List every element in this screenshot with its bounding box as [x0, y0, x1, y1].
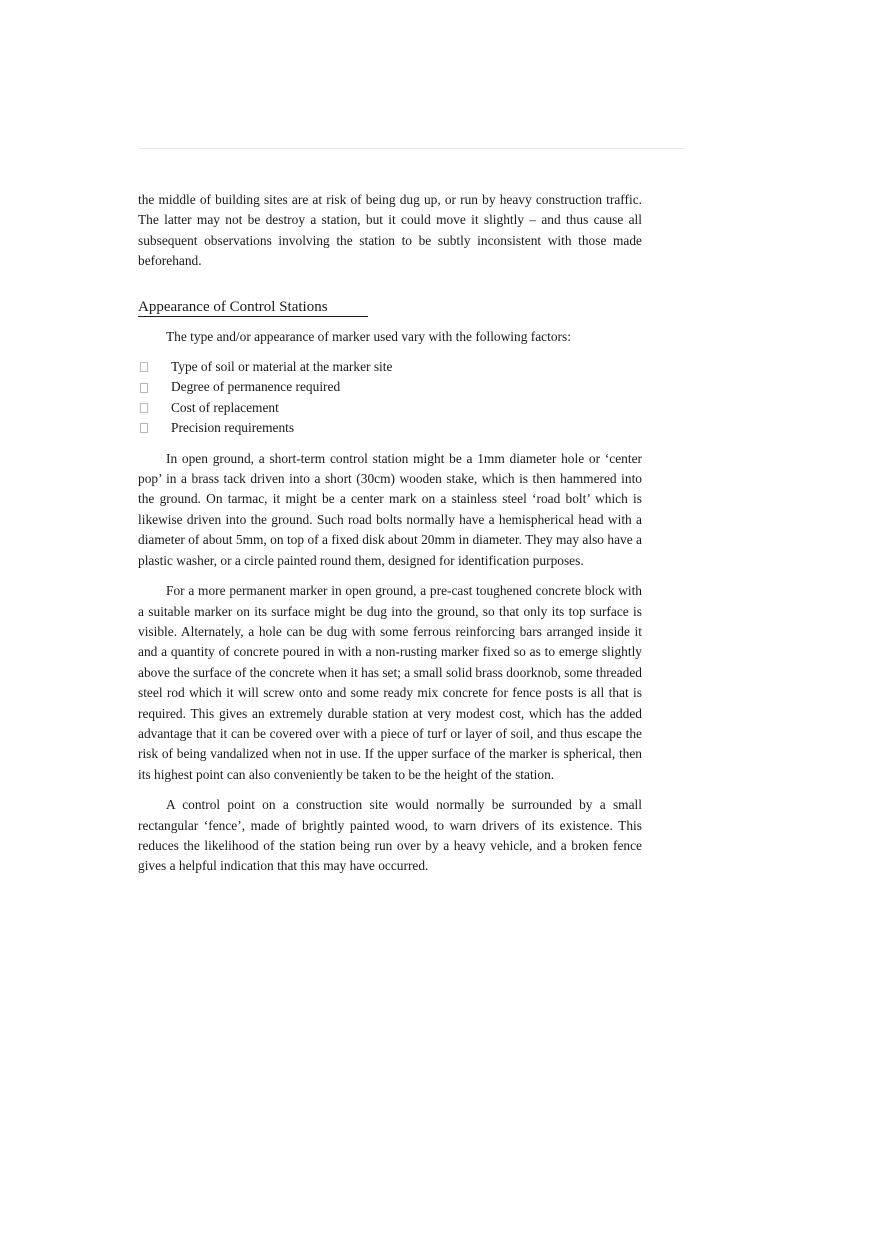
list-item-label: Degree of permanence required [171, 379, 341, 395]
body-paragraph-short-term: In open ground, a short-term control station might be a 1mm diameter hole or ‘center pop’ in a brass tack driven into a short (30cm) wooden stake, which is then hammered into the ground. On tarmac, it might be a center mark on a stainless steel ‘road bolt’ which is likewise driven into the ground. Such road bolts normally have a hemispherical head with a diameter of about 5mm, on top of a fixed disk about 20mm in diameter. They may also have a plastic washer, or a circle painted round them, designed for identification purposes. [138, 450, 642, 568]
page-content [138, 190, 642, 877]
list-item [138, 418, 642, 438]
list-item-label: Cost of replacement [171, 399, 279, 415]
body-paragraph-permanent: For a more permanent marker in open ground, a pre-cast toughened concrete block with a suitable marker on its surface might be dug into the ground, so that only its top surface is visible. Alternately, a hole can be dug with some ferrous reinforcing bars arranged inside it and a quantity of concrete poured in with a non-rusting marker fixed so as to emerge slightly above the surface of the concrete when it has set; a small solid brass doorknob, some threaded steel rod which it will screw onto and some ready mix concrete for fence posts is all that is required. This gives an extremely durable station at very modest cost, which has the added advantage that it can be covered over with a piece of turf or layer of soil, and thus escape the risk of being vandalized when not in use. If the upper surface of the marker is spherical, then its highest point can also conveniently be taken to be the height of the station. [138, 583, 642, 782]
body-paragraph-construction: A control point on a construction site would normally be surrounded by a small rectangular ‘fence’, made of brightly painted wood, to warn drivers of its existence. This reduces the likelihood of the station being run over by a heavy vehicle, and a broken fence gives a helpful indication that this may have occurred. [138, 797, 642, 874]
bullet-icon [140, 403, 148, 413]
bullet-icon [140, 423, 148, 433]
header-divider [138, 148, 684, 149]
bullet-icon [140, 362, 148, 372]
factor-list [138, 357, 642, 439]
bullet-icon [140, 383, 148, 393]
list-item [138, 377, 642, 397]
list-item-label: Type of soil or material at the marker site [171, 359, 393, 375]
intro-text: The type and/or appearance of marker used vary with the following factors: [166, 328, 571, 344]
list-item-label: Precision requirements [171, 420, 295, 436]
section-heading: Appearance of Control Stations [138, 298, 368, 317]
continuation-paragraph: the middle of building sites are at risk of being dug up, or run by heavy construction traffic. The latter may not be destroy a station, but it could move it slightly – and thus cause all subsequent observations involving the station to be subtly inconsistent with those made beforehand. [138, 192, 642, 269]
list-item [138, 357, 642, 377]
list-item [138, 398, 642, 418]
